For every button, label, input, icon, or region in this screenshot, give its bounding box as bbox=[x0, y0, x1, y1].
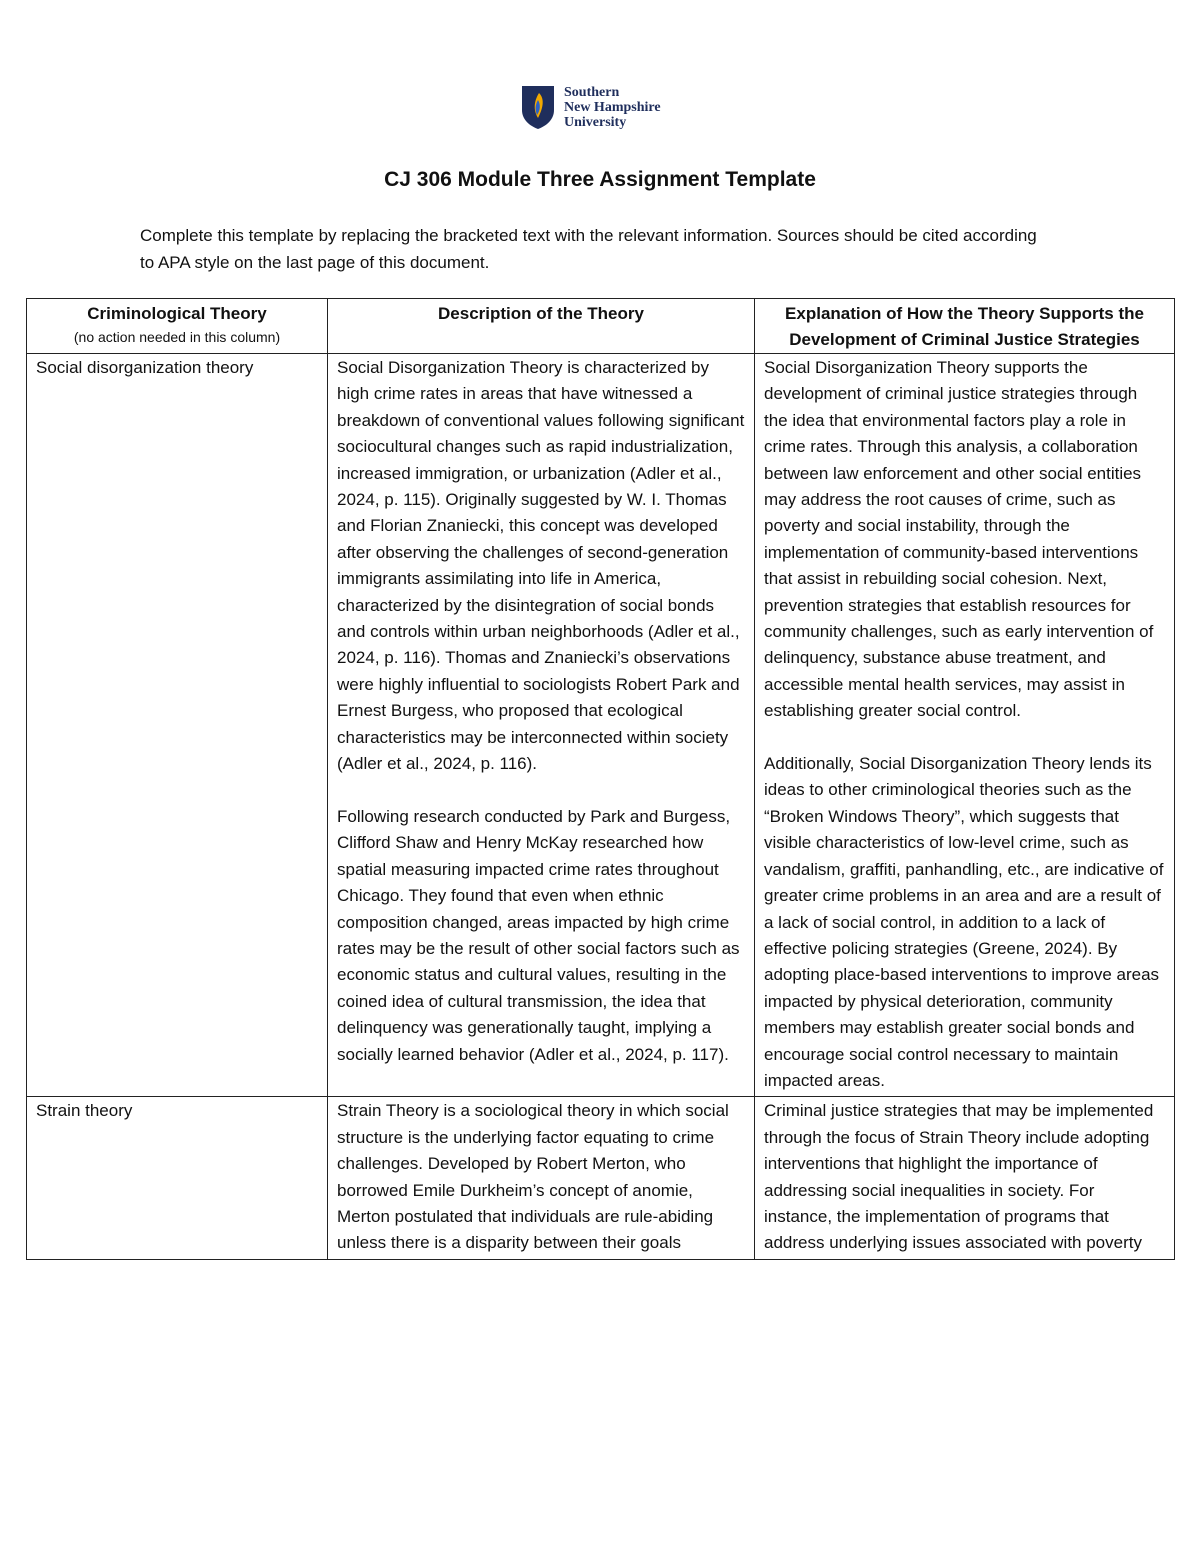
logo-line-1: Southern bbox=[564, 84, 620, 100]
theory-name-cell bbox=[27, 354, 328, 1097]
instructions-paragraph: Complete this template by replacing the bracketed text with the relevant information. Sources should be cited according to APA style on the last page of this document. bbox=[140, 226, 1037, 272]
header-col1-note: (no action needed in this column) bbox=[73, 329, 281, 345]
theory-name: Social disorganization theory bbox=[36, 358, 254, 377]
description-paragraph: Following research conducted by Park and Burgess, Clifford Shaw and Henry McKay researched how spatial measuring impacted crime rates throughout Chicago. They found that even when ethnic composition changed, areas impacted by high crime rates may be the result of other social factors such as economic status and cultural values, resulting in the coined idea of cultural transmission, the idea that delinquency was generationally taught, implying a socially learned behavior (Adler et al., 2024, p. 117). bbox=[337, 806, 740, 1064]
table-row bbox=[27, 354, 1175, 1097]
description-cell[interactable] bbox=[328, 1097, 755, 1259]
header-explanation: Explanation of How the Theory Supports the Development of Criminal Justice Strategies bbox=[755, 299, 1175, 354]
explanation-cell[interactable] bbox=[755, 1097, 1175, 1259]
header-criminological-theory bbox=[27, 299, 328, 354]
logo-wordmark bbox=[564, 85, 661, 130]
document-title: CJ 306 Module Three Assignment Template bbox=[384, 168, 816, 191]
explanation-paragraph: Social Disorganization Theory supports the development of criminal justice strategies through the idea that environmental factors play a role in crime rates. Through this analysis, a collaboration between law enforcement and other social entities may address the root causes of crime, such as poverty and social instability, through the implementation of community-based interventions that assist in rebuilding social cohesion. Next, prevention strategies that establish resources for community challenges, such as early intervention of delinquency, substance abuse treatment, and accessible mental health services, may assist in establishing greater social control. bbox=[764, 358, 1154, 721]
explanation-paragraph: Criminal justice strategies that may be implemented through the focus of Strain Theory include adopting interventions that highlight the importance of addressing social inequalities in society. For instance, the implementation of programs that address underlying issues associated with poverty bbox=[764, 1101, 1154, 1253]
table-header-row bbox=[27, 299, 1175, 354]
description-cell[interactable] bbox=[328, 354, 755, 1097]
university-logo bbox=[520, 84, 661, 130]
theory-table bbox=[26, 298, 1175, 1260]
header-description: Description of the Theory bbox=[328, 299, 755, 354]
shield-logo-icon bbox=[520, 84, 556, 130]
theory-name: Strain theory bbox=[36, 1101, 133, 1121]
description-paragraph: Strain Theory is a sociological theory in which social structure is the underlying factor equating to crime challenges. Developed by Robert Merton, who borrowed Emile Durkheim’s concept of anomie, Merton postulated that individuals are rule-abiding unless there is a disparity between their goals bbox=[337, 1101, 729, 1253]
description-paragraph: Social Disorganization Theory is characterized by high crime rates in areas that have witnessed a breakdown of conventional values following significant sociocultural changes such as rapid industrialization, increased immigration, or urbanization (Adler et al., 2024, p. 115). Originally suggested by W. I. Thomas and Florian Znaniecki, this concept was developed after observing the challenges of second-generation immigrants assimilating into life in America, characterized by the disintegration of social bonds and controls within urban neighborhoods (Adler et al., 2024, p. 116). Thomas and Znaniecki’s observations were highly influential to sociologists Robert Park and Ernest Burgess, who proposed that ecological characteristics may be interconnected within society (Adler et al., 2024, p. 116). bbox=[337, 358, 745, 774]
logo-line-3: University bbox=[564, 114, 627, 130]
table-row bbox=[27, 1097, 1175, 1259]
theory-name-cell bbox=[27, 1097, 328, 1259]
logo-line-2: New Hampshire bbox=[564, 99, 661, 115]
explanation-paragraph: Additionally, Social Disorganization Theory lends its ideas to other criminological theories such as the “Broken Windows Theory”, which suggests that visible characteristics of low-level crime, such as vandalism, graffiti, panhandling, etc., are indicative of greater crime problems in an area and are a result of a lack of social control, in addition to a lack of effective policing strategies (Greene, 2024). By adopting place-based interventions to improve areas impacted by physical deterioration, community members may establish greater social bonds and encourage social control necessary to maintain impacted areas. bbox=[764, 754, 1164, 1090]
explanation-cell[interactable] bbox=[755, 354, 1175, 1097]
header-col1-label: Criminological Theory bbox=[87, 304, 267, 323]
